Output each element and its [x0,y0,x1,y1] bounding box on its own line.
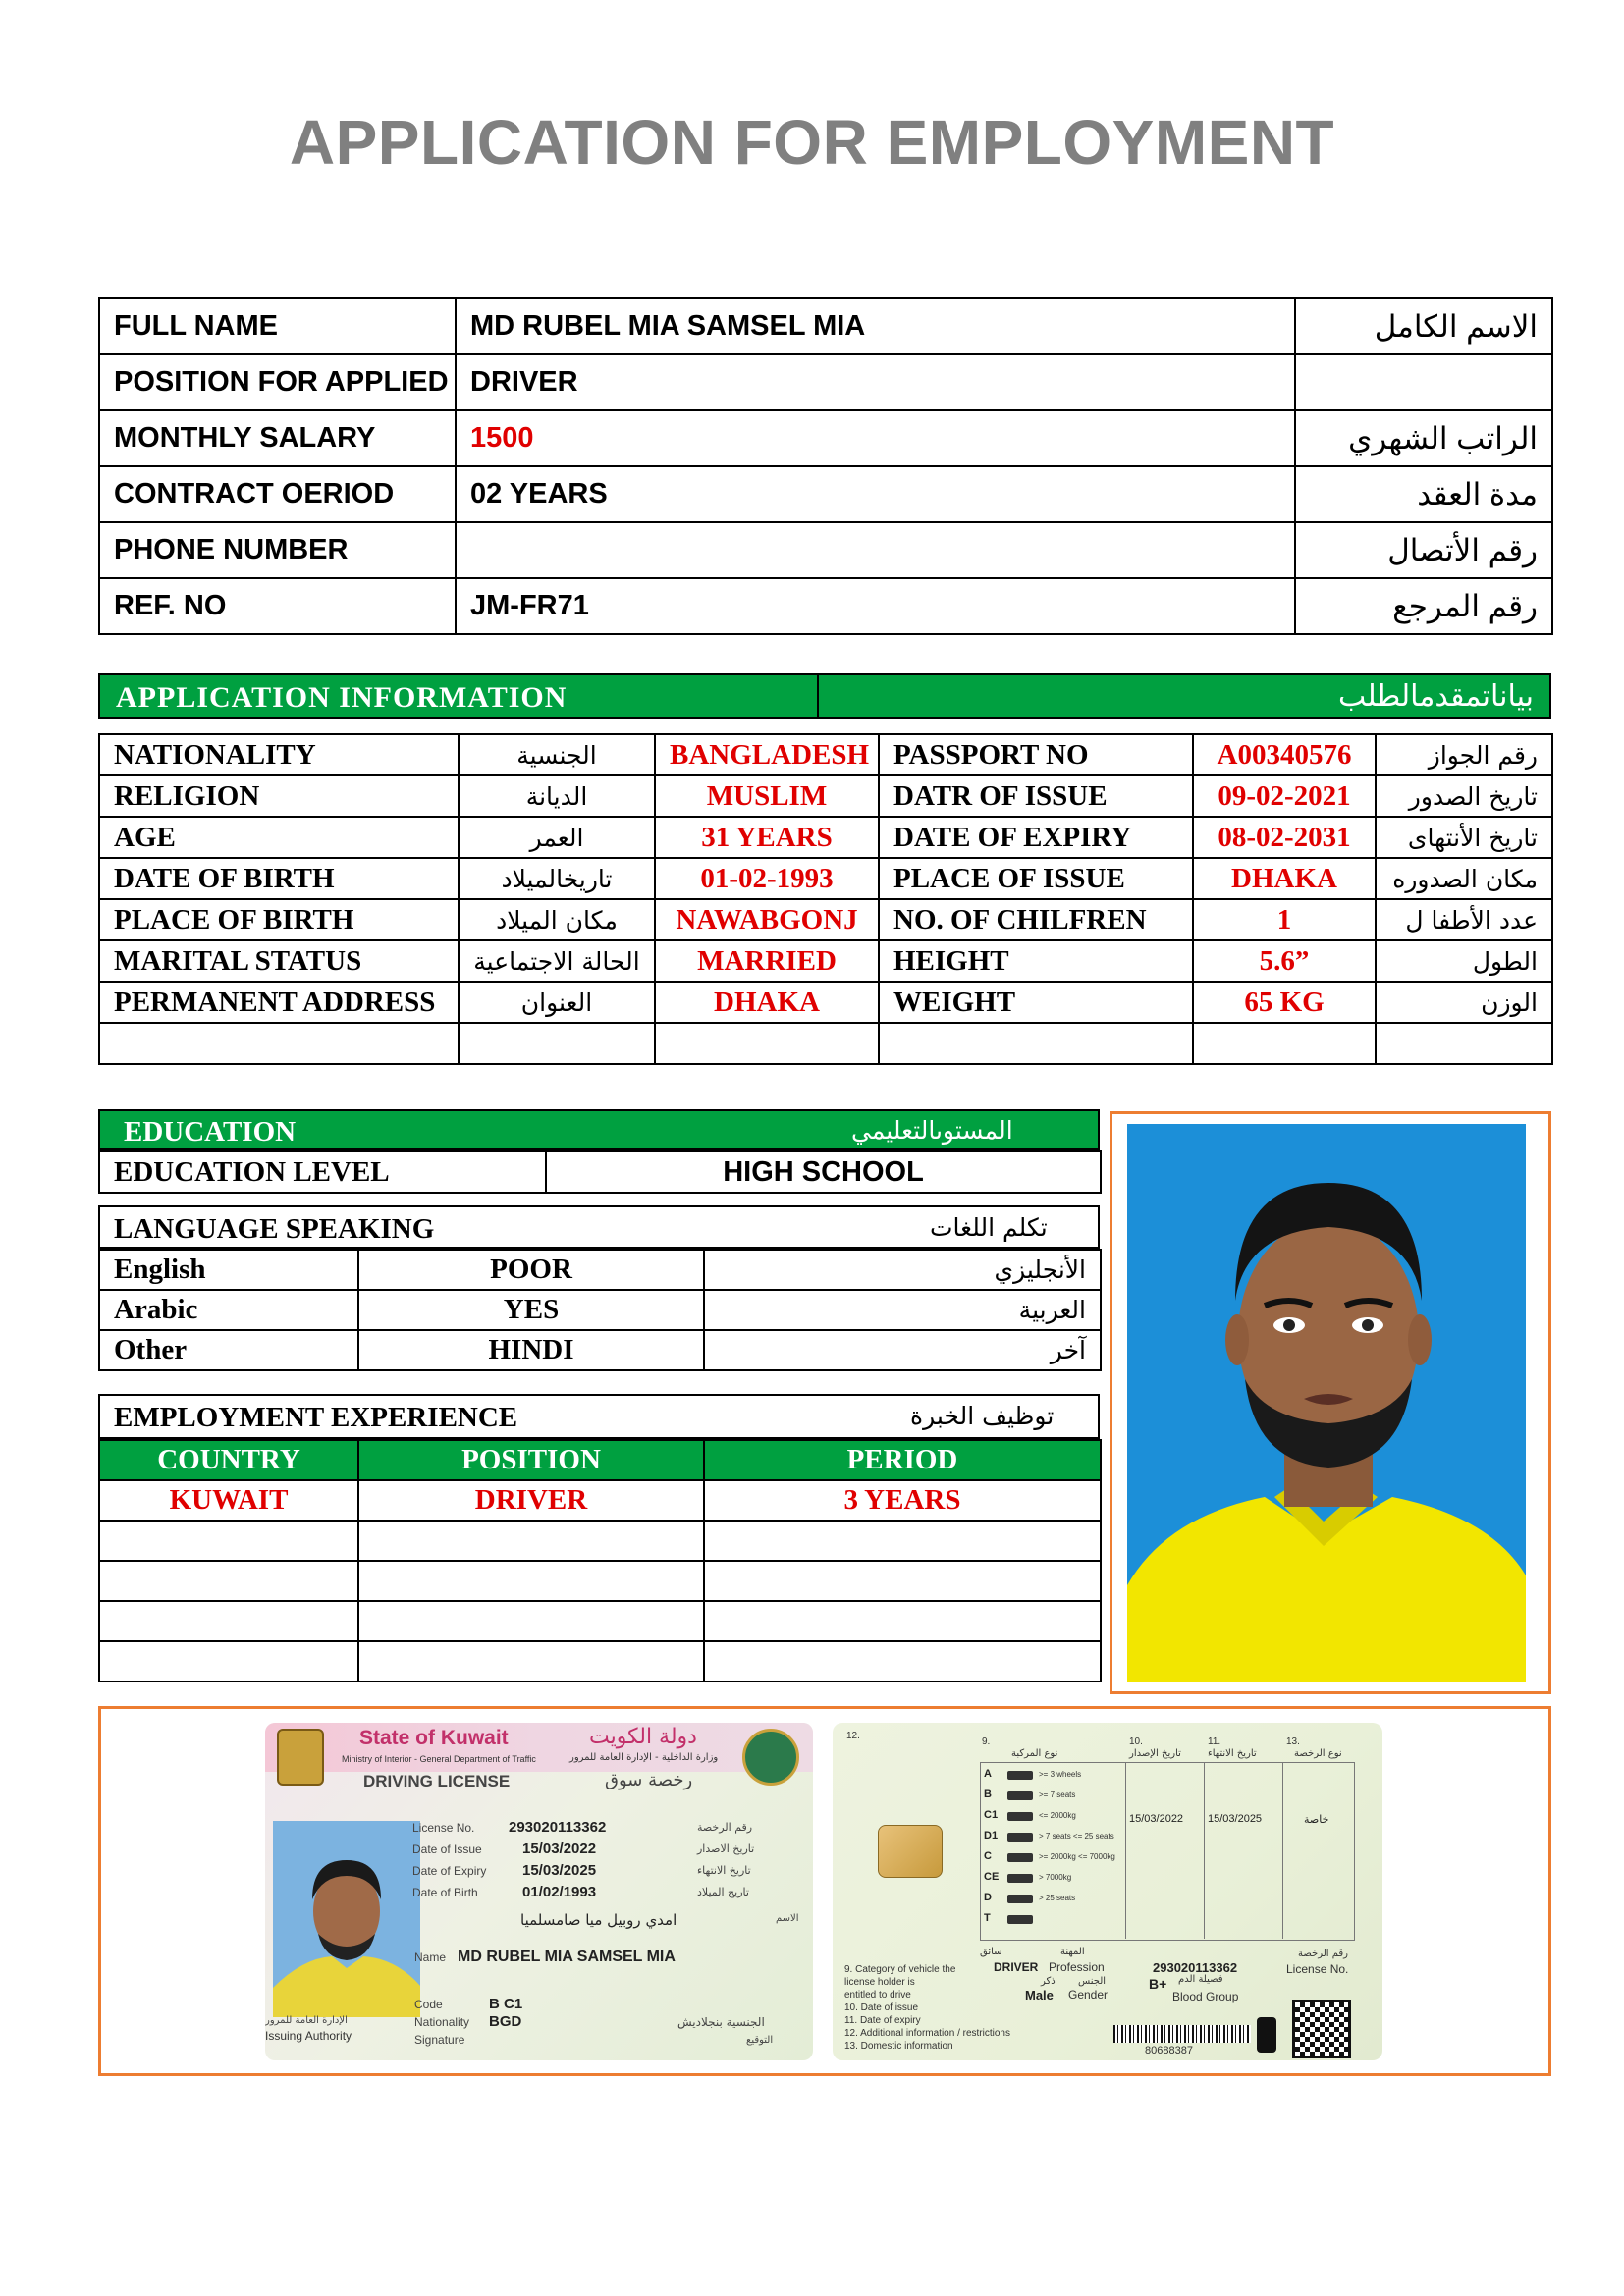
summary-row [99,466,1552,522]
profession-label: Profession [1049,1960,1105,1974]
info-value: MUSLIM [655,775,879,817]
column-number: 12. [846,1731,860,1741]
info-label-arabic: الديانة [459,775,655,817]
category-desc: > 25 seats [1039,1894,1076,1902]
column-number: 13. [1286,1736,1300,1747]
info-label: PLACE OF BIRTH [99,899,459,940]
note-line: 10. Date of issue [844,2002,919,2013]
field-label: FULL NAME [99,298,456,354]
applicant-photo [1127,1124,1526,1682]
license-number-label-arabic: رقم الرخصة [1298,1949,1349,1959]
code-label: Code [414,1998,443,2011]
experience-cell [358,1521,704,1561]
column-number: 9. [982,1736,991,1747]
column-number: 11. [1208,1736,1221,1747]
category-code: B [984,1789,992,1800]
experience-cell: DRIVER [358,1480,704,1521]
category-desc: >= 2000kg <= 7000kg [1039,1852,1115,1861]
info-label [99,1023,459,1064]
experience-cell [704,1641,1101,1682]
column-header: POSITION [358,1440,704,1480]
gender-value-arabic: ذكر [1041,1976,1056,1987]
language-name: English [99,1250,358,1290]
info-value: 01-02-1993 [655,858,879,899]
section-label: APPLICATION INFORMATION [116,681,568,714]
language-speaking-header [98,1205,1100,1249]
info-value: NAWABGONJ [655,899,879,940]
hologram-icon [1257,2017,1276,2053]
column-number: 10. [1129,1736,1143,1747]
chip-icon [878,1825,943,1878]
info-row [99,940,1552,982]
category-desc: > 7 seats <= 25 seats [1039,1832,1114,1841]
info-row [99,775,1552,817]
info-row [99,899,1552,940]
field-label-arabic: مدة العقد [1295,466,1552,522]
info-value: 65 KG [1193,982,1376,1023]
field-label-arabic: رقم الرخصة [697,1821,753,1834]
signature-label-arabic: التوقيع [746,2035,774,2046]
section-label-arabic: توظيف الخبرة [910,1402,1055,1430]
name-label-arabic: الاسم [776,1913,799,1924]
language-level: HINDI [358,1330,704,1370]
section-label-arabic: المستوىالتعليمي [851,1116,1013,1145]
divider [817,675,819,717]
category-list [982,1766,1125,1939]
note-line: 9. Category of vehicle the [844,1964,956,1975]
category-desc: <= 2000kg [1039,1811,1076,1820]
authority-label: Issuing Authority [265,2029,352,2043]
category-row [982,1848,1125,1868]
experience-row [99,1561,1101,1601]
grid-line [1125,1762,1126,1939]
note-line: 13. Domestic information [844,2041,953,2052]
section-label: EDUCATION [124,1116,297,1148]
info-label: WEIGHT [879,982,1193,1023]
profession-label-arabic: المهنة [1060,1947,1085,1957]
field-value: 01/02/1993 [522,1884,597,1900]
license-number-label: License No. [1286,1962,1349,1976]
language-name: Other [99,1330,358,1370]
language-name: Arabic [99,1290,358,1330]
nationality-arabic: الجنسية بنجلاديش [677,2015,765,2029]
info-row [99,982,1552,1023]
language-name-arabic: الأنجليزي [704,1250,1101,1290]
category-row [982,1869,1125,1889]
state-name-arabic: دولة الكويت [589,1725,697,1749]
field-label: Date of Birth [412,1886,478,1899]
field-value: 15/03/2025 [522,1862,597,1879]
info-value [1193,1023,1376,1064]
profession-value: DRIVER [994,1960,1039,1974]
vehicle-icon [1007,1833,1033,1842]
experience-row [99,1480,1101,1521]
info-label-arabic: الحالة الاجتماعية [459,940,655,982]
experience-cell: 3 YEARS [704,1480,1101,1521]
nationality-label: Nationality [414,2015,470,2029]
info-label-arabic: مكان الميلاد [459,899,655,940]
column-header: PERIOD [704,1440,1101,1480]
info-label-arabic: مكان الصدوره [1376,858,1552,899]
section-label: EMPLOYMENT EXPERIENCE [114,1402,518,1433]
field-label: License No. [412,1821,475,1835]
header-expiry-date: تاريخ الانتهاء [1208,1748,1257,1759]
license-card-back [833,1723,1382,2060]
info-label-arabic [459,1023,655,1064]
header-vehicle-type: نوع المركبة [1011,1748,1058,1759]
field-label: POSITION FOR APPLIED [99,354,456,410]
info-value: DHAKA [1193,858,1376,899]
category-code: A [984,1768,992,1780]
gender-value: Male [1025,1988,1054,2002]
ministry-label-arabic: وزارة الداخلية - الإدارة العامة للمرور [569,1752,719,1763]
section-label: LANGUAGE SPEAKING [114,1213,435,1245]
experience-header-row [99,1440,1101,1480]
info-value: 31 YEARS [655,817,879,858]
category-code: T [984,1912,991,1924]
info-label-arabic: العمر [459,817,655,858]
education-level-label: EDUCATION LEVEL [99,1151,546,1193]
employment-experience-header [98,1394,1100,1439]
field-value [456,522,1295,578]
language-row [99,1250,1101,1290]
education-level-value: HIGH SCHOOL [546,1151,1101,1193]
summary-row [99,354,1552,410]
info-value: A00340576 [1193,734,1376,775]
summary-row [99,298,1552,354]
info-label-arabic: الطول [1376,940,1552,982]
header-license-type: نوع الرخصة [1294,1748,1342,1759]
info-label-arabic: تاريخ الأنتهاى [1376,817,1552,858]
language-level: YES [358,1290,704,1330]
category-issue-date: 15/03/2022 [1129,1813,1184,1825]
header-issue-date: تاريخ الإصدار [1129,1748,1181,1759]
info-value: DHAKA [655,982,879,1023]
experience-table [98,1439,1102,1682]
category-desc: >= 3 wheels [1039,1770,1082,1779]
experience-cell [704,1561,1101,1601]
barcode-number: 80688387 [1145,2045,1193,2056]
category-desc: >= 7 seats [1039,1790,1076,1799]
education-table [98,1150,1102,1194]
field-label: REF. NO [99,578,456,634]
license-type-arabic: خاصة [1304,1813,1329,1826]
category-row [982,1828,1125,1847]
field-value: JM-FR71 [456,578,1295,634]
personal-summary-table [98,297,1553,635]
category-code: CE [984,1871,1000,1883]
info-value: BANGLADESH [655,734,879,775]
grid-line [1282,1762,1283,1939]
experience-cell [358,1561,704,1601]
name-label: Name [414,1950,447,1964]
info-label: MARITAL STATUS [99,940,459,982]
info-label-arabic: الوزن [1376,982,1552,1023]
experience-cell [358,1601,704,1641]
field-label-arabic: الراتب الشهري [1295,410,1552,466]
language-name-arabic: آخر [704,1330,1101,1370]
field-value: 02 YEARS [456,466,1295,522]
experience-row [99,1641,1101,1682]
card-header-band [265,1723,813,1772]
vehicle-icon [1007,1771,1033,1780]
authority-label-arabic: الإدارة العامة للمرور [265,2015,348,2026]
card-title-arabic: رخصة سوق [605,1770,693,1790]
field-label-arabic: تاريخ الميلاد [697,1886,749,1898]
experience-row [99,1521,1101,1561]
summary-row [99,410,1552,466]
info-label: DATE OF BIRTH [99,858,459,899]
info-label: DATE OF EXPIRY [879,817,1193,858]
info-label: AGE [99,817,459,858]
info-label: PERMANENT ADDRESS [99,982,459,1023]
field-value: MD RUBEL MIA SAMSEL MIA [456,298,1295,354]
info-label-arabic: رقم الجواز [1376,734,1552,775]
info-value: 08-02-2031 [1193,817,1376,858]
info-value [655,1023,879,1064]
info-label [879,1023,1193,1064]
qr-code-icon [1292,2000,1351,2058]
field-value: 293020113362 [509,1819,607,1836]
note-line: 12. Additional information / restrictions [844,2028,1010,2039]
field-label-arabic: رقم الأتصال [1295,522,1552,578]
column-header: COUNTRY [99,1440,358,1480]
info-label: PLACE OF ISSUE [879,858,1193,899]
language-level: POOR [358,1250,704,1290]
vehicle-icon [1007,1895,1033,1903]
state-name: State of Kuwait [359,1727,509,1749]
info-row [99,817,1552,858]
note-line: entitled to drive [844,1990,911,2001]
education-header [98,1109,1100,1150]
experience-row [99,1601,1101,1641]
field-label: Date of Issue [412,1842,482,1856]
vehicle-icon [1007,1812,1033,1821]
info-label-arabic: عدد الأطفا ل [1376,899,1552,940]
category-expiry-date: 15/03/2025 [1208,1813,1263,1825]
info-label: NATIONALITY [99,734,459,775]
code-value: B C1 [489,1996,523,2012]
category-row [982,1910,1125,1930]
info-value: 5.6” [1193,940,1376,982]
barcode-icon [1113,2025,1251,2043]
info-label: PASSPORT NO [879,734,1193,775]
info-label: RELIGION [99,775,459,817]
info-row [99,858,1552,899]
info-label-arabic: الجنسية [459,734,655,775]
category-code: C [984,1850,992,1862]
category-row [982,1890,1125,1909]
language-row [99,1330,1101,1370]
experience-cell [358,1641,704,1682]
section-label-arabic: تكلم اللغات [930,1213,1048,1242]
card-title: DRIVING LICENSE [363,1772,511,1790]
field-label-arabic: تاريخ الانتهاء [697,1864,751,1877]
field-label: MONTHLY SALARY [99,410,456,466]
experience-cell [99,1561,358,1601]
field-value: 1500 [456,410,1295,466]
field-value: 15/03/2022 [522,1841,597,1857]
ministry-label: Ministry of Interior - General Department of Traffic [342,1754,536,1764]
language-row [99,1290,1101,1330]
info-label: DATR OF ISSUE [879,775,1193,817]
info-label-arabic: تاريخ الصدور [1376,775,1552,817]
experience-cell [704,1601,1101,1641]
field-label-arabic [1295,354,1552,410]
language-name-arabic: العربية [704,1290,1101,1330]
category-code: D1 [984,1830,999,1842]
field-label-arabic: تاريخ الاصدار [697,1842,755,1855]
category-row [982,1807,1125,1827]
application-information-table [98,733,1553,1065]
field-label-arabic: الاسم الكامل [1295,298,1552,354]
summary-row [99,522,1552,578]
section-label-arabic: بياناتمقدمالطلب [1338,679,1534,714]
category-code: D [984,1892,992,1903]
page-title: APPLICATION FOR EMPLOYMENT [289,107,1335,178]
gcc-emblem-icon [742,1729,799,1786]
holder-name: MD RUBEL MIA SAMSEL MIA [458,1949,676,1965]
field-label: Date of Expiry [412,1864,487,1878]
blood-group-value: B+ [1149,1976,1167,1992]
info-row [99,1023,1552,1064]
info-label-arabic: تاريخالميلاد [459,858,655,899]
category-row [982,1787,1125,1806]
license-holder-photo [273,1821,420,2017]
field-label-arabic: رقم المرجع [1295,578,1552,634]
note-line: license holder is [844,1977,915,1988]
info-value: MARRIED [655,940,879,982]
vehicle-icon [1007,1874,1033,1883]
profession-value-arabic: سائق [980,1947,1002,1957]
info-label-arabic: العنوان [459,982,655,1023]
category-desc: > 7000kg [1039,1873,1072,1882]
info-label: HEIGHT [879,940,1193,982]
field-value: DRIVER [456,354,1295,410]
gender-label: Gender [1068,1988,1109,2002]
experience-cell [99,1521,358,1561]
info-value: 1 [1193,899,1376,940]
experience-cell [99,1601,358,1641]
nationality-value: BGD [489,2013,522,2030]
portrait-illustration [1127,1124,1526,1682]
vehicle-icon [1007,1791,1033,1800]
language-table [98,1249,1102,1371]
holder-name-arabic: امدي روبيل ميا صامسلميا [520,1911,677,1929]
signature-label: Signature [414,2033,465,2047]
license-number: 293020113362 [1153,1960,1238,1975]
gender-label-arabic: الجنس [1078,1976,1107,1987]
note-line: 11. Date of expiry [844,2015,921,2026]
vehicle-icon [1007,1915,1033,1924]
experience-cell [99,1641,358,1682]
application-information-header [98,673,1551,719]
category-code: C1 [984,1809,999,1821]
info-label: NO. OF CHILFREN [879,899,1193,940]
experience-cell [704,1521,1101,1561]
info-row [99,734,1552,775]
vehicle-icon [1007,1853,1033,1862]
summary-row [99,578,1552,634]
field-label: CONTRACT OERIOD [99,466,456,522]
grid-line [1204,1762,1205,1939]
blood-group-label-arabic: فصيلة الدم [1178,1974,1223,1985]
license-notes [844,1964,1080,2058]
kuwait-emblem-icon [277,1729,324,1786]
experience-cell: KUWAIT [99,1480,358,1521]
info-label-arabic [1376,1023,1552,1064]
info-value: 09-02-2021 [1193,775,1376,817]
field-label: PHONE NUMBER [99,522,456,578]
category-row [982,1766,1125,1786]
license-card-front [265,1723,813,2060]
blood-group-label: Blood Group [1172,1990,1239,2003]
